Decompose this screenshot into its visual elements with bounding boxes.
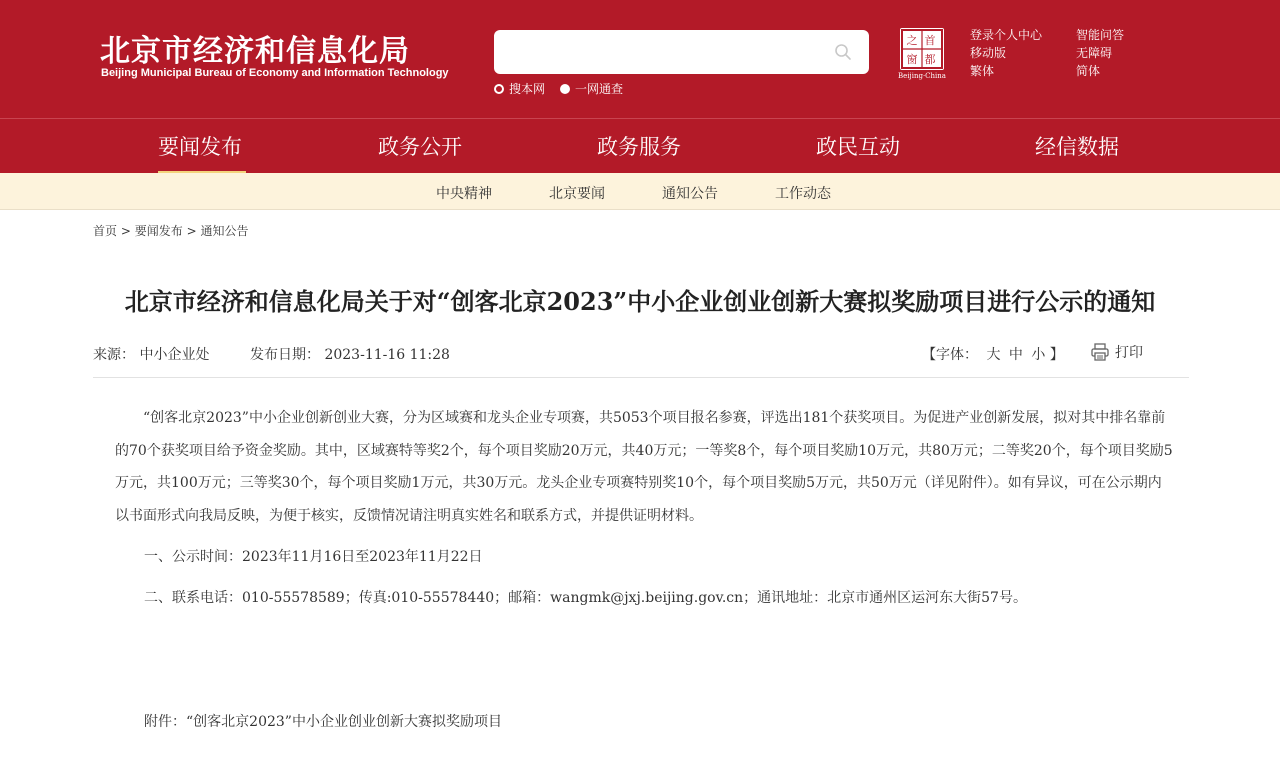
capital-window-seal[interactable]: [897, 28, 947, 80]
font-size-control: [922, 344, 1064, 364]
search-scope-site-label: 搜本网: [509, 82, 546, 96]
login-link[interactable]: 登录个人中心: [970, 28, 1043, 42]
seal-icon: [900, 28, 944, 70]
search-icon[interactable]: [834, 43, 852, 61]
article-date: [250, 344, 450, 364]
printer-icon: [1090, 342, 1110, 362]
subnav-beijing-news[interactable]: 北京要闻: [549, 186, 605, 202]
source-label: 来源：: [93, 347, 135, 363]
seal-caption: Beijing·China: [898, 72, 946, 80]
breadcrumb-news[interactable]: 要闻发布: [134, 224, 183, 238]
accessibility-link[interactable]: 无障碍: [1076, 46, 1113, 60]
nav-interaction[interactable]: 政民互动: [816, 135, 900, 159]
article-item-publicity-period: 一、公示时间：2023年11月16日至2023年11月22日: [144, 549, 483, 565]
search-input[interactable]: [506, 38, 816, 66]
nav-data[interactable]: 经信数据: [1035, 135, 1119, 159]
mobile-link[interactable]: 移动版: [970, 46, 1007, 60]
breadcrumb-home[interactable]: 首页: [93, 224, 118, 238]
search-scope-all[interactable]: [560, 80, 623, 97]
top-links-left: [970, 26, 1042, 80]
article-item-contact: 二、联系电话：010-55578589；传真:010-55578440；邮箱：wangmk@jxj.beijing.gov.cn；通讯地址：北京市通州区运河东大街57号。: [144, 590, 1027, 606]
font-size-large[interactable]: 大: [986, 347, 1001, 363]
simplified-link[interactable]: 简体: [1076, 64, 1101, 78]
search-scope-site[interactable]: [494, 80, 545, 97]
article-title: 北京市经济和信息化局关于对“创客北京2023”中小企业创业创新大赛拟奖励项目进行公示的通知: [124, 287, 1156, 316]
search-scope-all-label: 一网通查: [575, 82, 624, 96]
site-header: [0, 0, 1280, 118]
subnav-central[interactable]: 中央精神: [436, 186, 492, 202]
search-box: [494, 30, 869, 74]
meta-divider: [93, 377, 1189, 378]
breadcrumb-separator: >: [120, 224, 131, 238]
smart-qa-link[interactable]: 智能问答: [1076, 28, 1125, 42]
site-logo-subtitle[interactable]: Beijing Municipal Bureau of Economy and Information Technology: [101, 67, 449, 79]
seal-char-4: 窗: [906, 53, 918, 66]
date-label: 发布日期：: [250, 347, 320, 363]
font-size-close: 】: [1049, 347, 1064, 363]
source-value: 中小企业处: [139, 347, 210, 363]
article-attachment-link[interactable]: 附件：“创客北京2023”中小企业创业创新大赛拟奖励项目: [144, 714, 502, 730]
font-size-label: 【字体：: [922, 347, 978, 363]
seal-char-1: 首: [924, 34, 936, 47]
font-size-medium[interactable]: 中: [1008, 347, 1023, 363]
date-value: 2023-11-16 11:28: [324, 347, 450, 363]
nav-gov-open[interactable]: 政务公开: [378, 135, 462, 159]
seal-char-2: 都: [924, 53, 936, 66]
subnav-work[interactable]: 工作动态: [775, 186, 831, 202]
sub-nav: [0, 173, 1280, 210]
font-size-small[interactable]: 小: [1031, 347, 1046, 363]
breadcrumb-separator: >: [186, 224, 197, 238]
breadcrumb-notices[interactable]: 通知公告: [200, 224, 249, 238]
subnav-notices[interactable]: 通知公告: [662, 186, 718, 202]
traditional-link[interactable]: 繁体: [970, 64, 995, 78]
print-button[interactable]: [1090, 342, 1143, 362]
article-source: [93, 344, 209, 364]
site-logo-title[interactable]: 北京市经济和信息化局: [100, 34, 410, 69]
print-label: 打印: [1115, 345, 1143, 361]
article-body-paragraph: “创客北京2023”中小企业创新创业大赛，分为区域赛和龙头企业专项赛，共5053个项目报名参赛，评选出181个获奖项目。为促进产业创新发展，拟对其中排名靠前的70个获奖项目给予资金奖励。其中，区域赛特等奖2个，每个项目奖励20万元，共40万元；一等奖8个，每个项目奖励10万元，共80万元；二等奖20个，每个项目奖励5万元，共100万元；三等奖30个，每个项目奖励1万元，共30万元。龙头企业专项赛特别奖10个，每个项目奖励5万元，共50万元（详见附件）。如有异议，可在公示期内以书面形式向我局反映，为便于核实，反馈情况请注明真实姓名和联系方式，并提供证明材料。: [115, 410, 1173, 524]
seal-char-3: 之: [906, 34, 918, 47]
nav-gov-service[interactable]: 政务服务: [597, 135, 681, 159]
top-links-right: [1076, 26, 1124, 80]
radio-unselected-icon: [560, 84, 570, 94]
breadcrumb: [93, 222, 248, 239]
main-nav: [0, 118, 1280, 173]
radio-selected-icon: [494, 84, 504, 94]
nav-news[interactable]: 要闻发布: [158, 135, 242, 159]
